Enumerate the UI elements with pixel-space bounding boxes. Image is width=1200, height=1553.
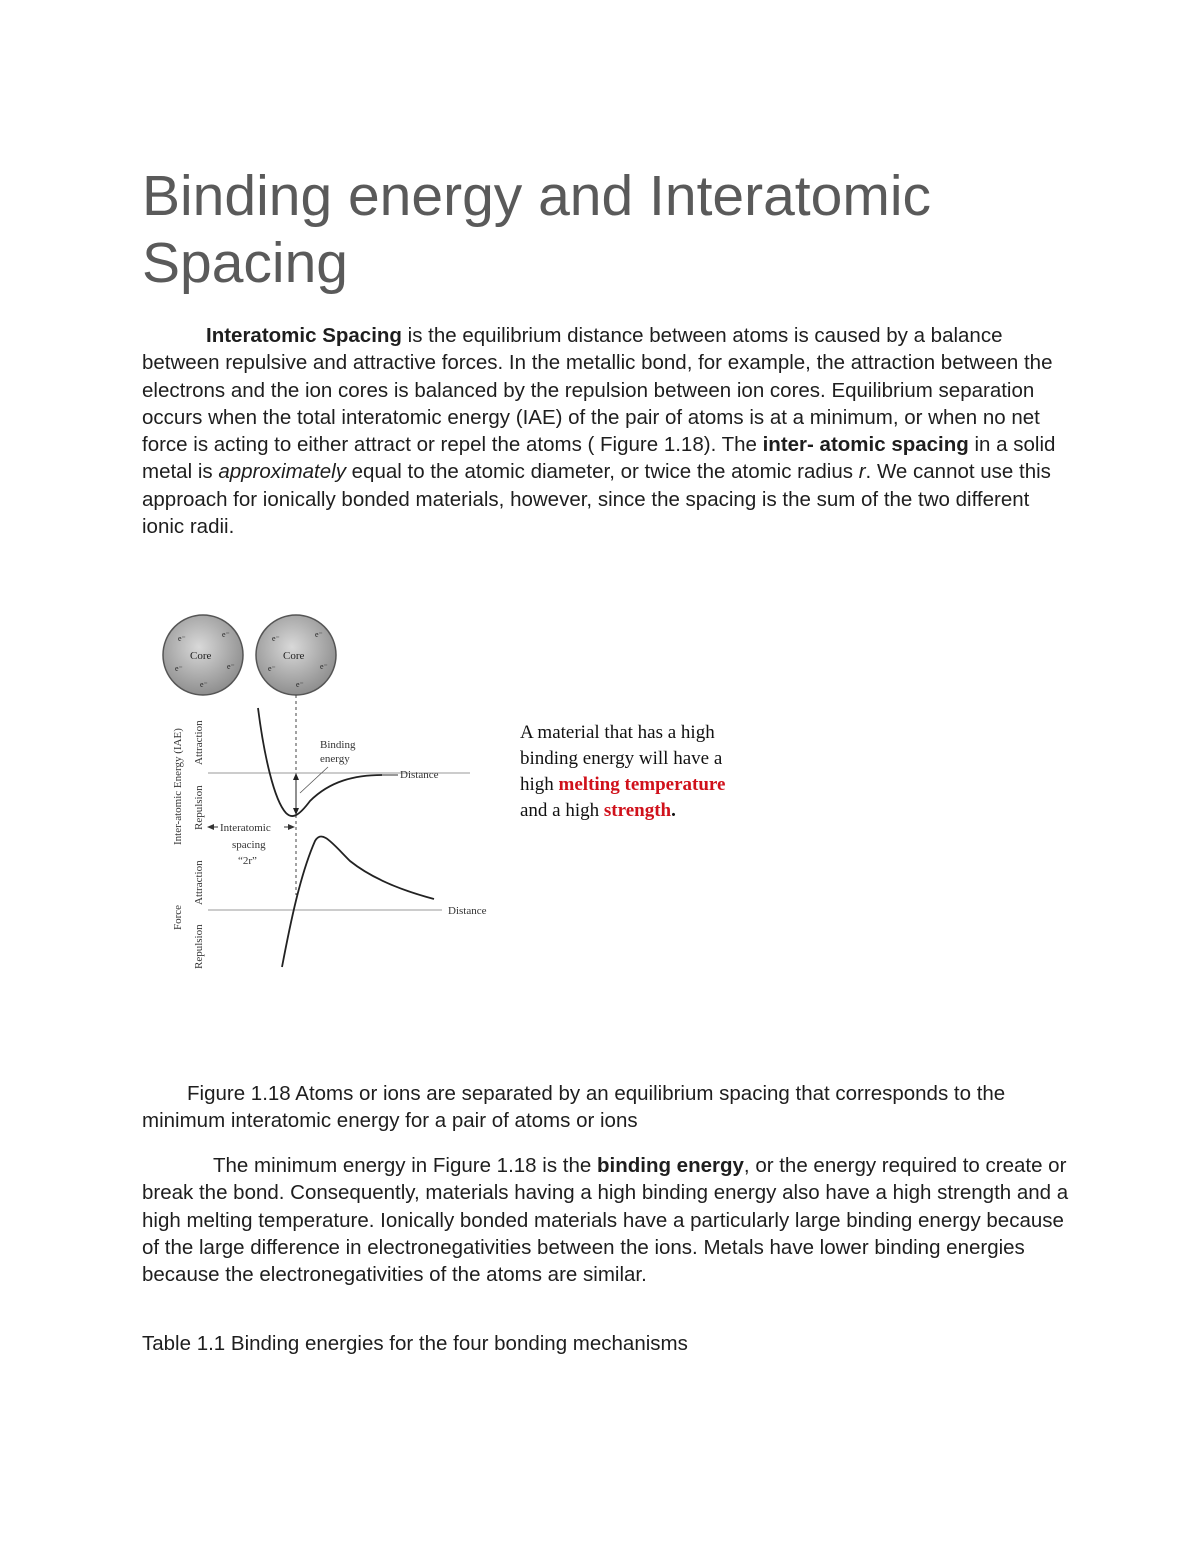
electron-label: e⁻ bbox=[178, 634, 186, 643]
electron-label: e⁻ bbox=[268, 664, 276, 673]
paragraph-interatomic-spacing bbox=[142, 322, 1072, 540]
electron-label: e⁻ bbox=[227, 662, 235, 671]
spacing-arrow-head-left bbox=[207, 824, 214, 830]
spacing-label: Interatomic bbox=[220, 822, 271, 834]
table-caption: Table 1.1 Binding energies for the four bonding mechanisms bbox=[142, 1332, 688, 1355]
paragraph-text: equal to the atomic diameter, or twice the atomic radius bbox=[345, 460, 859, 484]
callout-text bbox=[520, 720, 780, 824]
paragraph-text: The minimum energy in Figure 1.18 is the bbox=[213, 1154, 597, 1177]
paragraph-text: is the equilibrium distance between atoms is caused by a balance between repulsive and attractive forces. In the metallic bond, for example, the attraction between the electrons and the ion cores is balanced by the repulsion between ion cores. Equilibrium separation occurs when the total interatomic energy (IAE) of the pair of atoms is at a minimum, or when no net force is acting to either attract or repel the atoms ( Figure 1.18). The bbox=[142, 324, 1053, 457]
spacing-label: spacing bbox=[232, 839, 266, 851]
binding-energy-label: Binding bbox=[320, 739, 356, 751]
distance-label-bottom: Distance bbox=[448, 905, 487, 917]
italic-approximately: approximately bbox=[218, 460, 346, 484]
spacing-label: “2r” bbox=[238, 855, 257, 867]
electron-label: e⁻ bbox=[296, 680, 304, 689]
callout-melting-temperature: melting temperature bbox=[558, 774, 726, 795]
force-attraction-label: Attraction bbox=[193, 860, 205, 905]
page-title: Binding energy and Interatomic Spacing bbox=[142, 164, 931, 295]
energy-attraction-label: Attraction bbox=[193, 720, 205, 765]
callout-line: A material that has a high bbox=[520, 722, 715, 743]
electron-label: e⁻ bbox=[315, 630, 323, 639]
callout-text-and: and a high bbox=[520, 800, 604, 821]
callout-strength: strength bbox=[603, 800, 672, 821]
term-binding-energy: binding energy bbox=[596, 1154, 744, 1177]
paragraph-binding-energy bbox=[142, 1152, 1072, 1288]
electron-label: e⁻ bbox=[222, 630, 230, 639]
core-right-label: Core bbox=[283, 650, 305, 662]
callout-line: binding energy will have a bbox=[520, 748, 723, 769]
figure-1-18-diagram bbox=[150, 605, 506, 977]
paragraph-text: . We cannot use this approach for ionically bonded materials, however, since the spacing is the sum of the two different ionic radii. bbox=[142, 460, 1051, 539]
energy-axis-label: Inter-atomic Energy (IAE) bbox=[172, 728, 184, 845]
callout-period: . bbox=[671, 800, 676, 821]
force-axis-label: Force bbox=[172, 904, 184, 930]
paragraph-text: , or the energy required to create or break the bond. Consequently, materials having a high binding energy also have a high strength and a high melting temperature. Ionically bonded materials have a particularly large binding energy because of the large difference in electronegativities between the ions. Metals have lower binding energies because the electronegativities of the atoms are similar. bbox=[142, 1154, 1069, 1287]
arrow-head-up bbox=[293, 773, 299, 780]
distance-label-top: Distance bbox=[400, 769, 439, 781]
electron-label: e⁻ bbox=[320, 662, 328, 671]
force-repulsion-label: Repulsion bbox=[193, 924, 205, 969]
callout-line bbox=[520, 798, 780, 824]
figure-caption bbox=[142, 1080, 1072, 1135]
spacing-arrow-head-right bbox=[288, 824, 295, 830]
electron-label: e⁻ bbox=[200, 680, 208, 689]
binding-energy-label: energy bbox=[320, 753, 350, 765]
force-curve bbox=[282, 837, 434, 967]
paragraph-text: in a solid metal is bbox=[142, 433, 1056, 484]
electron-label: e⁻ bbox=[272, 634, 280, 643]
callout-line bbox=[520, 772, 780, 798]
caption-text: Figure 1.18 Atoms or ions are separated by an equilibrium spacing that corresponds to the minimum interatomic energy for a pair of atoms or ions bbox=[142, 1082, 1006, 1133]
electron-label: e⁻ bbox=[175, 664, 183, 673]
core-left-label: Core bbox=[190, 650, 212, 662]
callout-text-high: high bbox=[520, 774, 559, 795]
italic-r: r bbox=[858, 460, 866, 484]
term-interatomic-spacing: Interatomic Spacing bbox=[206, 324, 402, 347]
energy-repulsion-label: Repulsion bbox=[193, 785, 205, 830]
term-inter-atomic-spacing: inter- atomic spacing bbox=[762, 433, 969, 457]
